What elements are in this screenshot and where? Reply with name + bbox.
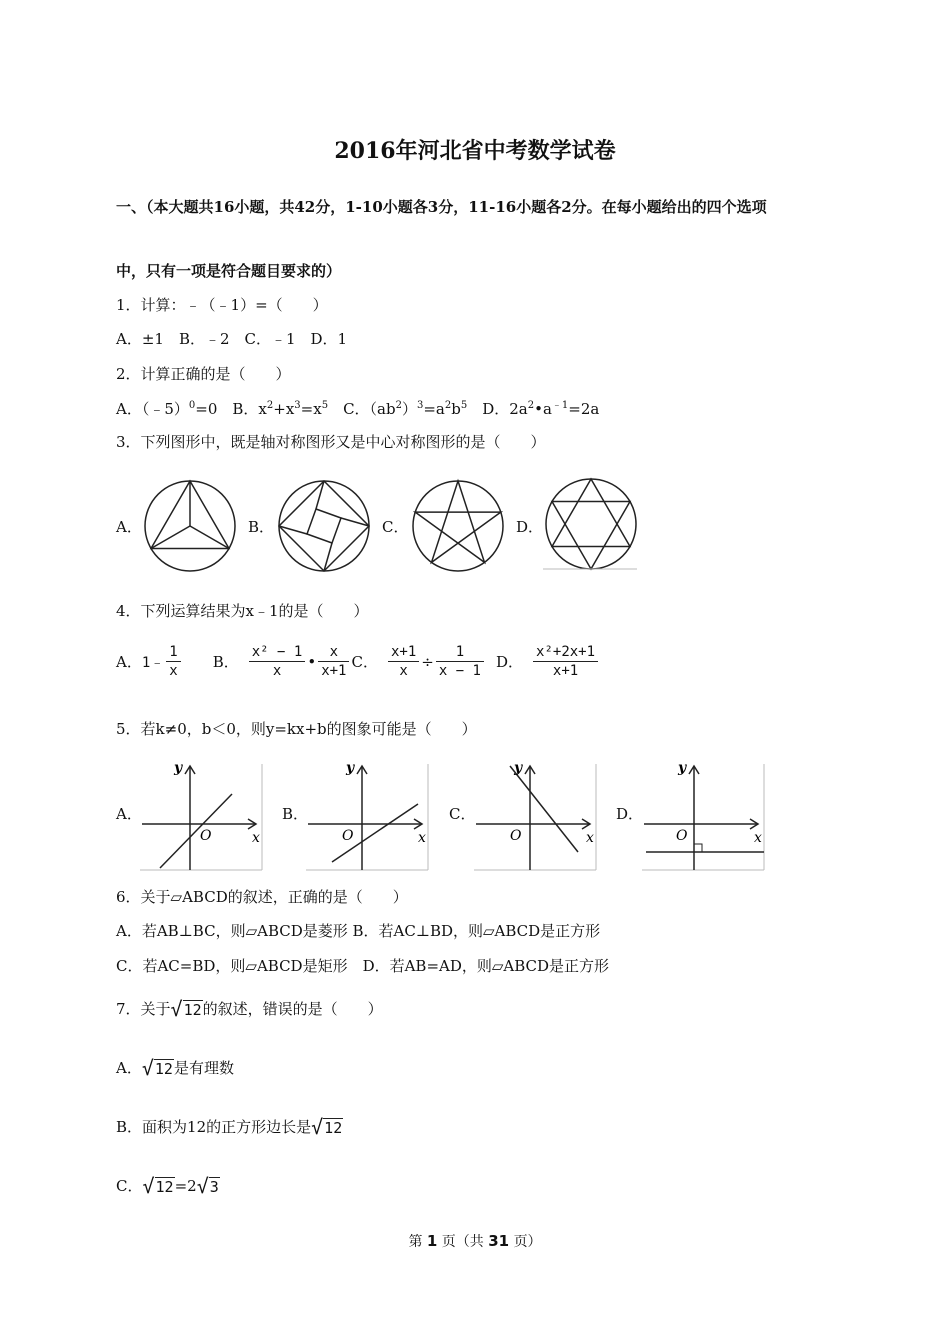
page-title: 2016年河北省中考数学试卷 <box>334 138 616 164</box>
q5-d-y-label: y <box>678 760 687 776</box>
q4-options: A． 1﹣ $\frac{1}{x}$ B． $\frac{\text{x² − 1}}{x}$ • $\frac{x}{x+1}$ C． $\frac{x+1}{x}$ ÷ $\frac{1}{x - 1}$ D． $\frac{\text{x²+2x+1}}{x+1}$ <box>116 644 600 679</box>
q7-option-b: B．面积为12的正方形边长是 √ 12 <box>116 1114 343 1139</box>
q4-c-fraction-1: $\frac{x+1}{x}$ <box>388 644 419 679</box>
q5-d-origin-label: O <box>676 828 688 844</box>
q4-d-fraction: $\frac{\text{x²+2x+1}}{x+1}$ <box>533 644 598 679</box>
q5-graph-d <box>642 758 766 872</box>
q7-option-c: C． √ 12 =2 √ 3 <box>116 1173 219 1198</box>
q7-b-sqrt-12: √ 12 <box>311 1114 343 1139</box>
q7-stem: 7．关于 √ 12 的叙述，错误的是（ ） <box>116 996 383 1021</box>
q4-b-fraction-2: $\frac{x}{x+1}$ <box>318 644 349 679</box>
q5-label-d: D． <box>616 805 644 823</box>
q3-stem: 3．下列图形中，既是轴对称图形又是中心对称图形的是（ ） <box>116 433 546 451</box>
q1-options: A．±1 B．﹣2 C．﹣1 D．1 <box>116 330 348 348</box>
q7-option-a: A． √ 12 是有理数 <box>116 1055 234 1080</box>
q5-label-a: A． <box>116 805 142 823</box>
q5-a-origin-label: O <box>200 828 212 844</box>
footer-page-number: 1 <box>426 1232 438 1250</box>
section-heading-line2: 中，只有一项是符合题目要求的） <box>116 262 342 280</box>
q5-c-y-label: y <box>514 760 523 776</box>
q5-label-c: C． <box>449 805 476 823</box>
q7-c-sqrt-3: √ 3 <box>196 1173 219 1198</box>
q5-b-y-label: y <box>346 760 355 776</box>
q3-label-a: A． <box>116 518 142 536</box>
q5-d-x-label: x <box>754 830 762 846</box>
q5-graph-c <box>474 758 598 872</box>
page-footer: 第 1 页（共 31 页） <box>408 1232 542 1250</box>
q7-a-sqrt-12: √ 12 <box>141 1055 173 1080</box>
q3-figure-d <box>543 476 639 572</box>
q1-stem: 1．计算：﹣（﹣1）=（ ） <box>116 296 328 314</box>
q2-options: A．（﹣5）$^0$=0 B．$x^2+x^3=x^5$ C．$(ab^2)^3=a^2b^5$ D．$2a^2•a^{﹣1}=2a$ <box>116 400 600 418</box>
q5-c-x-label: x <box>586 830 594 846</box>
footer-total-pages: 31 <box>488 1232 510 1250</box>
q5-stem: 5．若k≠0，b＜0，则y=kx+b的图象可能是（ ） <box>116 720 477 738</box>
q3-figure-b <box>276 478 372 574</box>
q6-stem: 6．关于▱ABCD的叙述，正确的是（ ） <box>116 888 408 906</box>
q5-a-y-label: y <box>174 760 183 776</box>
q3-figure-a <box>142 478 238 574</box>
q4-stem: 4．下列运算结果为x﹣1的是（ ） <box>116 602 369 620</box>
q7-sqrt-12: √ 12 <box>170 996 202 1021</box>
q3-figure-c <box>410 478 506 574</box>
q5-c-origin-label: O <box>510 828 522 844</box>
q5-graph-b <box>306 758 430 872</box>
q3-label-c: C． <box>382 518 409 536</box>
q3-label-b: B． <box>248 518 275 536</box>
q5-graph-a <box>140 758 264 872</box>
section-heading-line1: 一、（本大题共16小题，共42分，1-10小题各3分，11-16小题各2分。在每小题给出的四个选项 <box>116 198 767 216</box>
q6-options-cd: C．若AC=BD，则▱ABCD是矩形 D．若AB=AD，则▱ABCD是正方形 <box>116 957 610 975</box>
q5-label-b: B． <box>282 805 309 823</box>
q4-c-fraction-2: $\frac{1}{x - 1}$ <box>436 644 484 679</box>
q2-stem: 2．计算正确的是（ ） <box>116 365 291 383</box>
q3-label-d: D． <box>516 518 544 536</box>
q6-options-ab: A．若AB⊥BC，则▱ABCD是菱形 B．若AC⊥BD，则▱ABCD是正方形 <box>116 922 601 940</box>
q5-b-x-label: x <box>418 830 426 846</box>
q7-c-sqrt-12: √ 12 <box>142 1173 174 1198</box>
q5-b-origin-label: O <box>342 828 354 844</box>
q4-b-fraction-1: $\frac{\text{x² − 1}}{x}$ <box>249 644 306 679</box>
q4-a-fraction: $\frac{1}{x}$ <box>166 644 180 679</box>
q5-a-x-label: x <box>252 830 260 846</box>
